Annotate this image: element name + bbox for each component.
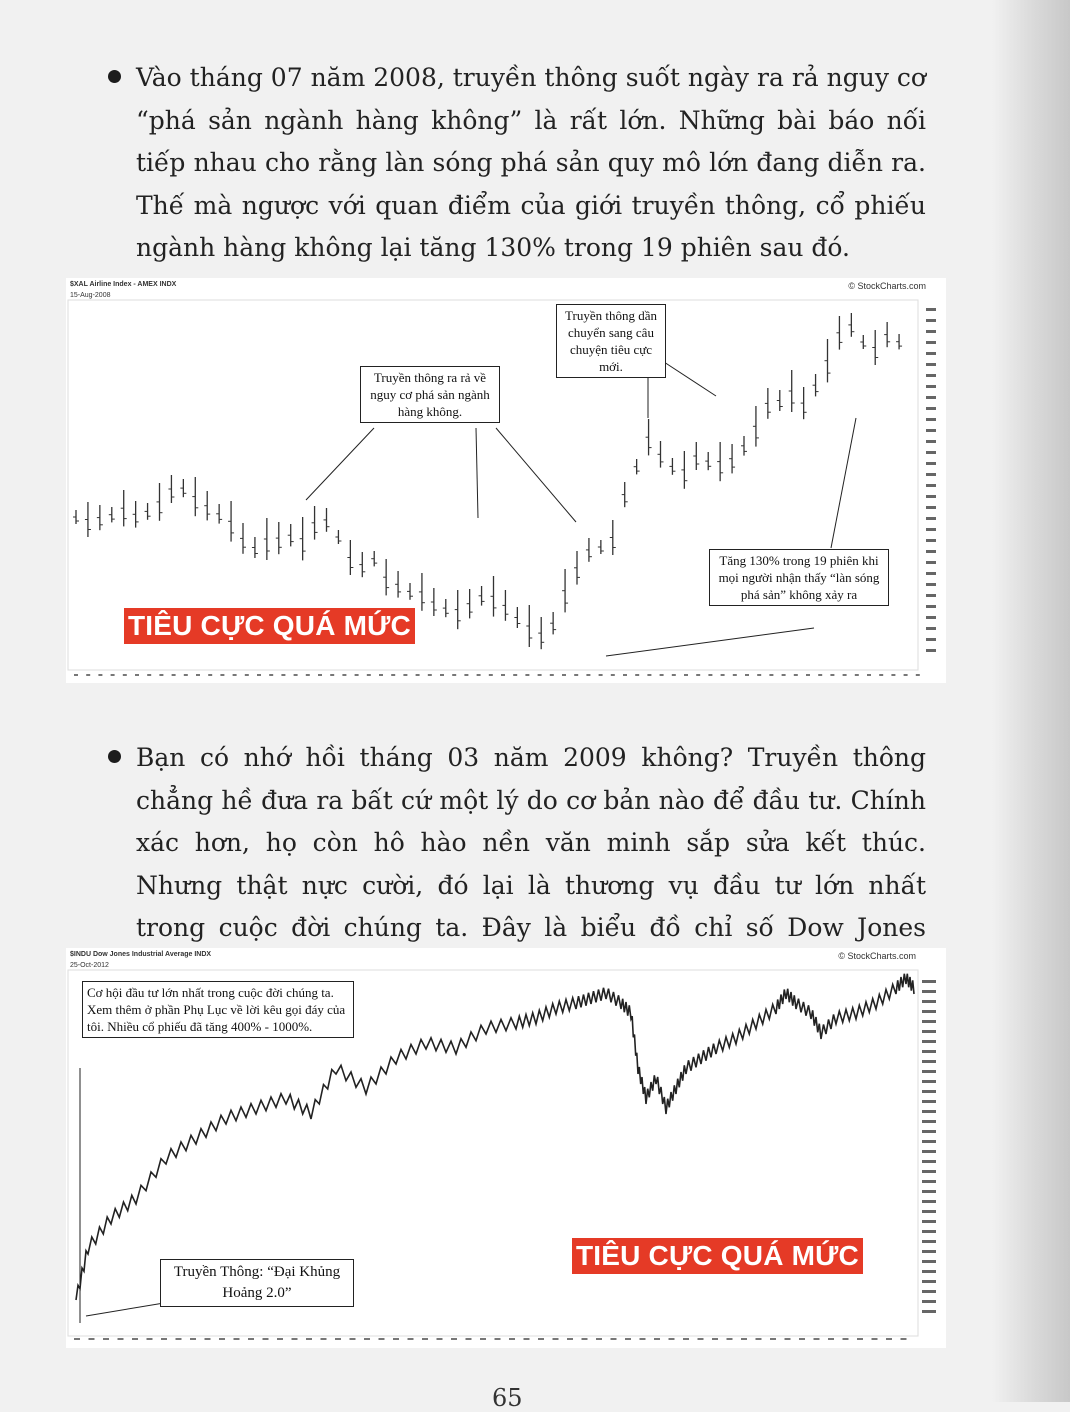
x-axis-tick: [586, 674, 590, 676]
ohlc-bar: [765, 388, 771, 419]
y-axis-tick: [922, 1020, 936, 1023]
y-axis-tick: [926, 462, 936, 465]
x-axis-tick: [745, 674, 749, 676]
ohlc-bar: [407, 583, 413, 600]
x-axis-tick: [696, 674, 700, 676]
ohlc-bar: [836, 316, 842, 350]
x-axis-tick: [245, 674, 249, 676]
ohlc-bar: [884, 322, 890, 347]
ohlc-bar: [168, 475, 174, 503]
x-axis-tick: [525, 674, 529, 676]
x-axis-tick: [364, 1338, 370, 1340]
ohlc-bar: [574, 551, 580, 585]
x-axis-tick: [721, 674, 725, 676]
chart2-callout-best-opportunity: Cơ hội đầu tư lớn nhất trong cuộc đời chúng ta. Xem thêm ở phần Phụ Lục về lời kêu gọi đáy của tôi. Nhiều cổ phiếu đã tăng 400% - 1000%.: [82, 981, 354, 1038]
x-axis-tick: [843, 674, 847, 676]
y-axis-tick: [926, 583, 936, 586]
x-axis-tick: [562, 674, 566, 676]
ohlc-bar: [562, 569, 568, 612]
ohlc-bar: [526, 605, 532, 647]
x-axis-tick: [440, 674, 444, 676]
x-axis-tick: [818, 674, 822, 676]
y-axis-tick: [926, 352, 936, 355]
y-axis-tick: [926, 627, 936, 630]
ohlc-bar: [395, 571, 401, 598]
chart2-header-right: © StockCharts.com: [838, 951, 916, 961]
x-axis-tick: [342, 674, 346, 676]
ohlc-bar: [121, 490, 127, 526]
x-axis-tick: [741, 1338, 747, 1340]
x-axis-tick: [794, 674, 798, 676]
x-axis-tick: [176, 1338, 182, 1340]
x-axis-tick: [306, 674, 310, 676]
ohlc-bar: [538, 617, 544, 649]
ohlc-bar: [610, 520, 616, 555]
x-axis-tick: [640, 1338, 646, 1340]
ohlc-bar: [479, 586, 485, 606]
x-axis-tick: [698, 1338, 704, 1340]
y-axis-tick: [922, 990, 936, 993]
x-axis-tick: [391, 674, 395, 676]
page-number: 65: [492, 1384, 523, 1412]
x-axis-tick: [437, 1338, 443, 1340]
x-axis-tick: [208, 674, 212, 676]
ohlc-bar: [813, 374, 819, 396]
x-axis-tick: [480, 1338, 486, 1340]
y-axis-tick: [926, 561, 936, 564]
ohlc-bar: [550, 612, 556, 634]
x-axis-tick: [669, 1338, 675, 1340]
y-axis-tick: [922, 1160, 936, 1163]
x-axis-tick: [281, 674, 285, 676]
callout-pointer: [86, 1303, 164, 1316]
ohlc-bar: [180, 479, 186, 497]
y-axis-tick: [922, 1220, 936, 1223]
x-axis-tick: [785, 1338, 791, 1340]
y-axis-tick: [922, 1170, 936, 1173]
x-axis-tick: [599, 674, 603, 676]
x-axis-tick: [733, 674, 737, 676]
y-axis-tick: [926, 649, 936, 652]
y-axis-tick: [926, 495, 936, 498]
y-axis-tick: [926, 484, 936, 487]
ohlc-bar: [300, 517, 306, 560]
x-axis-tick: [872, 1338, 878, 1340]
y-axis-tick: [926, 616, 936, 619]
x-axis-tick: [118, 1338, 124, 1340]
x-axis-tick: [843, 1338, 849, 1340]
chart1-header-right: © StockCharts.com: [848, 281, 926, 291]
y-axis-tick: [926, 528, 936, 531]
x-axis-tick: [582, 1338, 588, 1340]
x-axis-tick: [161, 1338, 167, 1340]
x-axis-tick: [422, 1338, 428, 1340]
ohlc-bar: [97, 505, 103, 530]
x-axis-tick: [111, 674, 115, 676]
y-axis-tick: [922, 1110, 936, 1113]
ohlc-bar: [669, 458, 675, 475]
y-axis-tick: [926, 473, 936, 476]
x-axis-tick: [135, 674, 139, 676]
y-axis-tick: [926, 605, 936, 608]
x-axis-tick: [757, 674, 761, 676]
x-axis-tick: [248, 1338, 254, 1340]
x-axis-tick: [172, 674, 176, 676]
x-axis-tick: [501, 674, 505, 676]
chart1-overly-negative-stamp: TIÊU CỰC QUÁ MỨC: [124, 608, 415, 644]
y-axis-tick: [922, 1270, 936, 1273]
y-axis-tick: [926, 385, 936, 388]
y-axis-tick: [926, 572, 936, 575]
ohlc-bar: [741, 436, 747, 456]
x-axis-tick: [190, 1338, 196, 1340]
x-axis-tick: [335, 1338, 341, 1340]
x-axis-tick: [683, 1338, 689, 1340]
ohlc-bar: [359, 552, 365, 577]
x-axis-tick: [513, 674, 517, 676]
ohlc-bar: [658, 441, 664, 468]
ohlc-bar: [240, 523, 246, 554]
x-axis-tick: [219, 1338, 225, 1340]
x-axis-tick: [769, 674, 773, 676]
ohlc-bar: [228, 501, 234, 542]
y-axis-tick: [926, 539, 936, 542]
ohlc-bar: [312, 506, 318, 540]
ohlc-bar: [264, 518, 270, 560]
page-shadow: [992, 0, 1070, 1402]
ohlc-bar: [860, 335, 866, 349]
ohlc-bar: [252, 537, 258, 558]
x-axis-tick: [403, 674, 407, 676]
x-axis-tick: [727, 1338, 733, 1340]
y-axis-tick: [926, 396, 936, 399]
x-axis-tick: [74, 1338, 80, 1340]
x-axis-tick: [321, 1338, 327, 1340]
callout-pointer: [476, 428, 478, 518]
x-axis-tick: [86, 674, 90, 676]
callout-pointer: [831, 418, 856, 548]
ohlc-bar: [324, 508, 330, 532]
x-axis-tick: [292, 1338, 298, 1340]
y-axis-tick: [922, 1180, 936, 1183]
x-axis-tick: [147, 1338, 153, 1340]
y-axis-tick: [922, 1050, 936, 1053]
x-axis-tick: [466, 1338, 472, 1340]
y-axis-tick: [922, 1030, 936, 1033]
y-axis-tick: [926, 594, 936, 597]
x-axis-tick: [509, 1338, 515, 1340]
ohlc-bar: [872, 330, 878, 365]
y-axis-tick: [922, 1090, 936, 1093]
x-axis-tick: [901, 1338, 907, 1340]
y-axis-tick: [922, 1200, 936, 1203]
x-axis-tick: [770, 1338, 776, 1340]
x-axis-tick: [123, 674, 127, 676]
ohlc-bar: [216, 504, 222, 524]
chart1-header-date: 15-Aug-2008: [70, 292, 111, 299]
x-axis-tick: [574, 674, 578, 676]
x-axis-tick: [524, 1338, 530, 1340]
x-axis-tick: [886, 1338, 892, 1340]
y-axis-tick: [926, 341, 936, 344]
callout-pointer: [496, 428, 576, 522]
x-axis-tick: [196, 674, 200, 676]
y-axis-tick: [922, 1140, 936, 1143]
y-axis-tick: [922, 1000, 936, 1003]
x-axis-tick: [553, 1338, 559, 1340]
y-axis-tick: [922, 1100, 936, 1103]
x-axis-tick: [567, 1338, 573, 1340]
x-axis-tick: [205, 1338, 211, 1340]
x-axis-tick: [416, 674, 420, 676]
ohlc-bar: [276, 522, 282, 554]
y-axis-tick: [926, 407, 936, 410]
ohlc-bar: [335, 530, 341, 544]
ohlc-bar: [192, 477, 198, 516]
x-axis-tick: [708, 674, 712, 676]
x-axis-tick: [916, 674, 920, 676]
x-axis-tick: [596, 1338, 602, 1340]
y-axis-tick: [926, 319, 936, 322]
bullet-1: [108, 70, 121, 83]
x-axis-tick: [306, 1338, 312, 1340]
ohlc-bar: [347, 540, 353, 575]
x-axis-tick: [220, 674, 224, 676]
ohlc-bar: [729, 444, 735, 473]
ohlc-bar: [491, 576, 497, 617]
y-axis-tick: [926, 550, 936, 553]
y-axis-tick: [922, 1280, 936, 1283]
ohlc-bar: [622, 482, 628, 507]
callout-pointer: [306, 428, 374, 500]
ohlc-bar: [681, 451, 687, 489]
ohlc-bar: [789, 370, 795, 412]
ohlc-bar: [717, 442, 723, 481]
airline-index-chart: [66, 278, 946, 683]
ohlc-bar: [598, 540, 604, 554]
x-axis-tick: [647, 674, 651, 676]
x-axis-tick: [379, 1338, 385, 1340]
callout-pointer: [664, 362, 716, 396]
x-axis-tick: [879, 674, 883, 676]
x-axis-tick: [806, 674, 810, 676]
x-axis-tick: [408, 1338, 414, 1340]
x-axis-tick: [98, 674, 102, 676]
x-axis-tick: [660, 674, 664, 676]
x-axis-tick: [350, 1338, 356, 1340]
y-axis-tick: [922, 1150, 936, 1153]
ohlc-bar: [514, 607, 520, 628]
chart2-callout-great-depression: Truyền Thông: “Đại Khủng Hoảng 2.0”: [160, 1259, 354, 1307]
bullet-2: [108, 750, 121, 763]
paragraph-2: Bạn có nhớ hồi tháng 03 năm 2009 không? Truyền thông chẳng hề đưa ra bất cứ một lý do cơ bản nào để đầu tư. Chính xác hơn, họ còn hô hào nền văn minh sắp sửa kết thúc. Nhưng thật nực cười, đó lại là thương vụ đầu tư lớn nhất trong cuộc đời chúng ta. Đây là biểu đồ chỉ số Dow Jones: [136, 743, 926, 942]
chart2-overly-negative-stamp: TIÊU CỰC QUÁ MỨC: [572, 1238, 863, 1274]
y-axis-tick: [926, 429, 936, 432]
x-axis-tick: [103, 1338, 109, 1340]
y-axis-tick: [922, 1230, 936, 1233]
x-axis-tick: [263, 1338, 269, 1340]
x-axis-tick: [89, 1338, 95, 1340]
x-axis-tick: [477, 674, 481, 676]
y-axis-tick: [922, 1190, 936, 1193]
ohlc-bar: [431, 588, 437, 616]
x-axis-tick: [184, 674, 188, 676]
x-axis-tick: [330, 674, 334, 676]
chart1-callout-130-percent: Tăng 130% trong 19 phiên khi mọi người nhận thấy “làn sóng phá sản” không xảy ra: [709, 549, 889, 606]
x-axis-tick: [684, 674, 688, 676]
x-axis-tick: [756, 1338, 762, 1340]
x-axis-tick: [464, 674, 468, 676]
y-axis-tick: [922, 1240, 936, 1243]
x-axis-tick: [830, 674, 834, 676]
x-axis-tick: [625, 1338, 631, 1340]
y-axis-tick: [922, 1250, 936, 1253]
x-axis-tick: [904, 674, 908, 676]
chart2-header-date: 25-Oct-2012: [70, 962, 109, 969]
chart1-callout-media-bankruptcy: Truyền thông ra rả về nguy cơ phá sản ngành hàng không.: [360, 366, 500, 423]
x-axis-tick: [611, 674, 615, 676]
ohlc-bar: [455, 590, 461, 629]
ohlc-bar: [288, 524, 294, 546]
ohlc-bar: [753, 406, 759, 447]
x-axis-tick: [489, 674, 493, 676]
paragraph-1: Vào tháng 07 năm 2008, truyền thông suốt ngày ra rả nguy cơ “phá sản ngành hàng không” là rất lớn. Những bài báo nối tiếp nhau cho rằng làn sóng phá sản quy mô lớn đang diễn ra. Thế mà ngược với quan điểm của giới truyền thông, cổ phiếu ngành hàng không lại tăng 130% trong 19 phiên sau đó.: [136, 63, 926, 262]
y-axis-tick: [922, 1210, 936, 1213]
x-axis-tick: [355, 674, 359, 676]
y-axis-tick: [926, 418, 936, 421]
y-axis-tick: [926, 308, 936, 311]
x-axis-tick: [269, 674, 273, 676]
x-axis-tick: [712, 1338, 718, 1340]
x-axis-tick: [451, 1338, 457, 1340]
callout-pointer: [606, 628, 814, 656]
ohlc-bar: [825, 339, 831, 382]
ohlc-bar: [693, 442, 699, 470]
y-axis-tick: [926, 506, 936, 509]
x-axis-tick: [814, 1338, 820, 1340]
ohlc-bar: [204, 491, 210, 520]
y-axis-tick: [922, 1130, 936, 1133]
ohlc-bar: [467, 589, 473, 618]
ohlc-bar: [85, 502, 91, 537]
ohlc-bar: [419, 573, 425, 611]
x-axis-tick: [672, 674, 676, 676]
x-axis-tick: [635, 674, 639, 676]
x-axis-tick: [428, 674, 432, 676]
x-axis-tick: [277, 1338, 283, 1340]
y-axis-tick: [922, 1290, 936, 1293]
y-axis-tick: [922, 1120, 936, 1123]
chart2-header-left: $INDU Dow Jones Industrial Average INDX: [70, 951, 212, 958]
x-axis-tick: [318, 674, 322, 676]
y-axis-tick: [922, 1260, 936, 1263]
x-axis-tick: [367, 674, 371, 676]
x-axis-tick: [294, 674, 298, 676]
x-axis-tick: [452, 674, 456, 676]
x-axis-tick: [233, 674, 237, 676]
x-axis-tick: [828, 1338, 834, 1340]
x-axis-tick: [132, 1338, 138, 1340]
y-axis-tick: [922, 1300, 936, 1303]
y-axis-tick: [922, 1080, 936, 1083]
ohlc-bar: [646, 419, 652, 455]
x-axis-tick: [393, 1338, 399, 1340]
ohlc-bar: [634, 459, 640, 474]
x-axis-tick: [867, 674, 871, 676]
x-axis-tick: [147, 674, 151, 676]
x-axis-tick: [495, 1338, 501, 1340]
y-axis-tick: [926, 330, 936, 333]
y-axis-tick: [926, 363, 936, 366]
ohlc-bar: [777, 390, 783, 411]
y-axis-tick: [926, 374, 936, 377]
x-axis-tick: [379, 674, 383, 676]
x-axis-tick: [234, 1338, 240, 1340]
y-axis-tick: [922, 1010, 936, 1013]
ohlc-bar: [896, 334, 902, 349]
x-axis-tick: [857, 1338, 863, 1340]
dow-jones-chart: [66, 948, 946, 1348]
chart1-callout-new-negative-story: Truyền thông dần chuyển sang câu chuyện tiêu cực mới.: [556, 304, 666, 378]
x-axis-tick: [257, 674, 261, 676]
ohlc-bar: [73, 510, 79, 524]
y-axis-tick: [922, 1060, 936, 1063]
x-axis-tick: [782, 674, 786, 676]
y-axis-tick: [926, 517, 936, 520]
ohlc-bar: [383, 559, 389, 595]
ohlc-bar: [801, 387, 807, 419]
y-axis-tick: [922, 1310, 936, 1313]
chart1-header-left: $XAL Airline Index - AMEX INDX: [70, 281, 177, 288]
x-axis-tick: [891, 674, 895, 676]
ohlc-bar: [157, 483, 163, 521]
ohlc-bar: [848, 313, 854, 337]
ohlc-bar: [443, 599, 449, 617]
x-axis-tick: [159, 674, 163, 676]
y-axis-tick: [926, 440, 936, 443]
ohlc-bar: [109, 507, 115, 522]
y-axis-tick: [922, 1040, 936, 1043]
x-axis-tick: [799, 1338, 805, 1340]
y-axis-tick: [926, 451, 936, 454]
x-axis-tick: [611, 1338, 617, 1340]
x-axis-tick: [654, 1338, 660, 1340]
x-axis-tick: [74, 674, 78, 676]
ohlc-bar: [586, 538, 592, 562]
ohlc-bar: [133, 501, 139, 528]
ohlc-bar: [705, 452, 711, 470]
ohlc-bar: [145, 503, 151, 520]
x-axis-tick: [538, 1338, 544, 1340]
ohlc-bar: [371, 551, 377, 566]
x-axis-tick: [538, 674, 542, 676]
y-axis-tick: [922, 1070, 936, 1073]
ohlc-bar: [502, 590, 508, 621]
x-axis-tick: [855, 674, 859, 676]
x-axis-tick: [623, 674, 627, 676]
y-axis-tick: [926, 638, 936, 641]
y-axis-tick: [922, 980, 936, 983]
x-axis-tick: [550, 674, 554, 676]
